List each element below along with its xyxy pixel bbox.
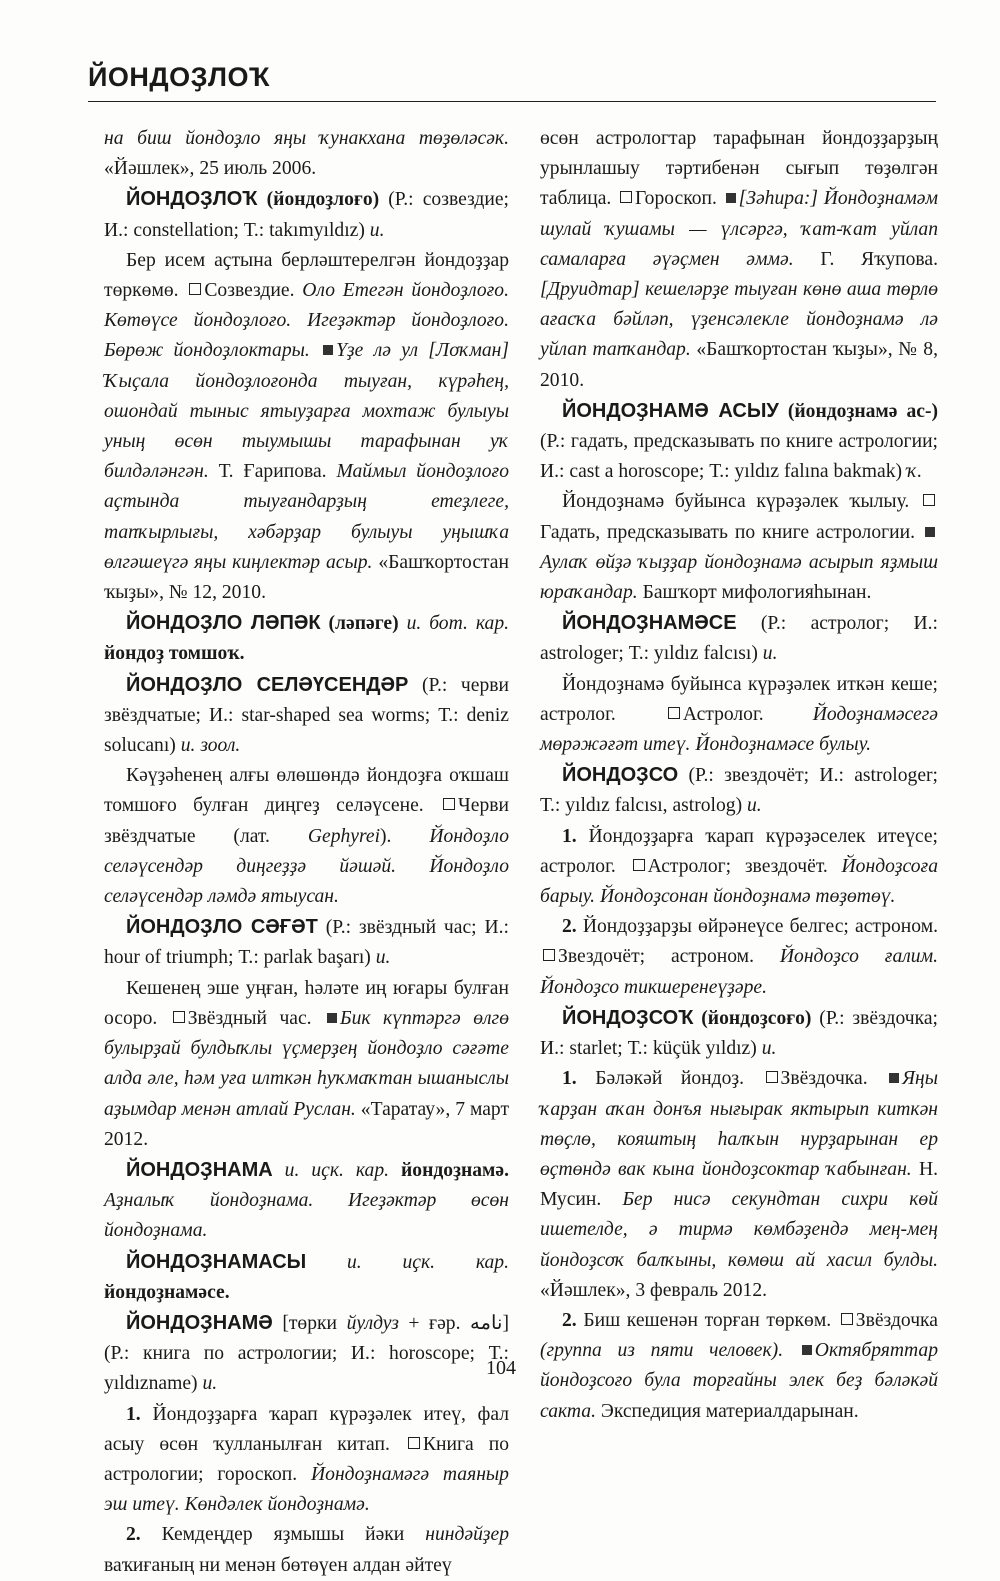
entry-yondoznama-main: ЙОНДОҘНАМӘ [төрки йулдуз + ғәр. نامه] (Р.: книга по астрологии; И.: horoscope; Т.: yıldızname) и. bbox=[104, 1311, 510, 1395]
entry-yondozlo-selausendar: ЙОНДОҘЛО СЕЛӘҮСЕНДӘР (Р.: черви звёздчатые; И.: star-shaped sea worms; Т.: deniz solucanı) и. зоол. bbox=[104, 673, 509, 757]
quote-square-icon bbox=[889, 1073, 899, 1083]
translation-box-icon bbox=[668, 707, 680, 719]
headword: ЙОНДОҘНАМӘ АСЫУ bbox=[562, 399, 779, 422]
page-number: 104 bbox=[486, 1357, 516, 1379]
right-column bbox=[540, 124, 938, 1427]
translation-box-icon bbox=[443, 798, 455, 810]
entry-yondoznamasy: ЙОНДОҘНАМАСЫ и. иҫк. кар. йондоҙнамәсе. bbox=[104, 1250, 509, 1303]
headword: ЙОНДОҘНАМӘ bbox=[126, 1311, 273, 1334]
entry-yondoznama-sense-1: 1. Йондоҙҙарға ҡарап күрәҙәлек итеү, фал асыу өсөн ҡулланылған китап. Книга по астрологии; гороскоп. Йондоҙнамәгә таяныр эш итеү. Көндәлек йондоҙнамә. bbox=[104, 1403, 509, 1516]
headword: ЙОНДОҘНАМА bbox=[126, 1158, 273, 1181]
headword: ЙОНДОҘЛО ЛӘПӘК bbox=[126, 612, 321, 635]
translation-box-icon bbox=[408, 1437, 420, 1449]
entry-yondoznama-sense-2: 2. Кемдеңдер яҙмышы йәки ниндәйҙер ваҡиғаның ни менән бөтөүен алдан әйтеү bbox=[104, 1524, 509, 1576]
translation-box-icon bbox=[189, 283, 201, 295]
translation-box-icon bbox=[633, 859, 645, 871]
translation-box-icon bbox=[766, 1071, 778, 1083]
quote-square-icon bbox=[925, 527, 935, 537]
running-head: ЙОНДОҘЛОҠ bbox=[88, 62, 271, 92]
headword: ЙОНДОҘНАМАСЫ bbox=[126, 1250, 307, 1273]
translation-box-icon bbox=[620, 191, 632, 203]
headword: ЙОНДОҘЛОҠ bbox=[126, 188, 258, 211]
quote-square-icon bbox=[726, 193, 736, 203]
header-rule bbox=[88, 101, 936, 102]
entry-yondoznamase-sense: Йондоҙнамә буйынса күрәҙәлек иткән кеше; астролог. Астролог. Йодоҙнамәсегә мөрәжәғәт итеү. Йондоҙнамәсе булыу. bbox=[540, 673, 938, 756]
quote-square-icon bbox=[802, 1345, 812, 1355]
entry-yondozsok-sense-2: 2. Биш кешенән торған төркөм. Звёздочка (группа из пяти человек). Октябряттар йондоҙсоғо була торғайны элек беҙ бәләкәй сакта. Экспедиция материалдарынан. bbox=[540, 1309, 938, 1422]
entry-yondozlo-sagat: ЙОНДОҘЛО СӘҒӘТ (Р.: звёздный час; И.: hour of triumph; Т.: parlak başarı) и. bbox=[104, 916, 509, 969]
entry-yondozlo-sagat-sense: Кешенең эше уңған, һәләте иң юғары булған осоро. Звёздный час. Бик күптәргә өлгө булырҙай булдыҡлы үҫмерҙең йондоҙло сәғәте алда әле, һәм уға илткән һуҡмаҡтан ышаныслы аҙымдар менән атлай Руслан. «Таратау», 7 март 2012. bbox=[104, 977, 510, 1150]
entry-yondozso-sense-2: 2. Йондоҙҙарҙы өйрәнеүсе белгес; астроном. Звездочёт; астроном. Йондоҙсо ғалим. Йондоҙсо тикшеренеүҙәре. bbox=[540, 916, 938, 998]
entry-yondozlo-selausendar-sense: Кәүҙәһенең алғы өлөшөндә йондоҙға оҡшаш томшоғо булған диңгеҙ селәүсене. Черви звёздчатые (лат. Gephyrei). Йондоҙло селәүсендәр диңгеҙҙә йәшәй. Йондоҙло селәүсендәр ләмдә ятыусан. bbox=[104, 765, 509, 908]
entry-yondozso-sense-1: 1. Йондоҙҙарға ҡарап күрәҙәселек итеүсе; астролог. Астролог; звездочёт. Йондоҙсоға барыу. Йондоҙсонан йондоҙнамә төҙөтөү. bbox=[540, 825, 939, 908]
left-column bbox=[104, 124, 509, 1581]
entry-yondoznamase: ЙОНДОҘНАМӘСЕ (Р.: астролог; И.: astrologer; Т.: yıldız falcısı) и. bbox=[540, 612, 938, 665]
entry-yondoznama: ЙОНДОҘНАМА и. иҫк. кар. йондоҙнамә. Аҙналыҡ йондоҙнама. Игеҙәктәр өсөн йондоҙнама. bbox=[104, 1158, 510, 1242]
entry-yondoznama-asyu-sense: Йондоҙнамә буйынса күрәҙәлек ҡылыу. Гадать, предсказывать по книге астрологии. Аулаҡ өйҙә ҡыҙҙар йондоҙнамә асырып яҙмыш юраҡандар. Башҡорт мифологияһынан. bbox=[540, 491, 938, 604]
translation-box-icon bbox=[841, 1313, 853, 1325]
entry-yondozsok-sense-1: 1. Бәләкәй йондоҙ. Звёздочка. Яңы ҡарҙан аҡан донъя нығырак яктырып киткән төҫлө, кояштың һалҡын нурҙарынан ер өҫтөндә вак кына йондоҙсоктар ҡабынған. Н. Мусин. Бер нисә секундтан сихри көй ишетелде, ә тирмә көмбәҙендә мең-мең йондоҙсоҡ балҡыны, көмөш ай хасил булды. «Йәшлек», 3 февраль 2012. bbox=[540, 1068, 939, 1301]
translation-box-icon bbox=[173, 1011, 185, 1023]
headword: ЙОНДОҘНАМӘСЕ bbox=[562, 612, 737, 635]
entry-yondozlok-sense: Бер исем аҫтына берләштерелгән йондоҙҙар төркөмө. Созвездие. Оло Етегән йондоҙлоғо. Көтөүсе йондоҙлоғо. Игеҙәктәр йондоҙлоғо. Бөрөж йондоҙлоктары. Үҙе лә ул [Лоҡман] Ҡыҫала йондоҙлоғонда тыуған, күрәһең, ошондай тыныс ятыуҙарға мохтаж булыуы уның өсөн тыумышы тарафынан уҡ билдәләнгән. Т. Ғарипова. Маймыл йондоҙлоғо аҫтында тыуғандарҙың етеҙлеге, тапҡырлығы, хәбәрҙар булыуы уңышҡа өлгәшеүгә яңы киңлектәр асыр. «Башҡортостан ҡыҙы», № 12, 2010. bbox=[104, 249, 509, 604]
quote-square-icon bbox=[327, 1013, 337, 1023]
quote-square-icon bbox=[323, 345, 333, 355]
entry-yondozso: ЙОНДОҘСО (Р.: звездочёт; И.: astrologer; Т.: yıldız falcısı, astrolog) и. bbox=[540, 764, 938, 817]
entry-yondozlok: ЙОНДОҘЛОҠ (йондоҙлоғо) (Р.: созвездие; И.: constellation; Т.: takımyıldız) и. bbox=[104, 188, 510, 241]
headword: ЙОНДОҘСО bbox=[562, 764, 679, 787]
headword: ЙОНДОҘСОҠ bbox=[562, 1006, 694, 1029]
entry-yondozlo-lapak: ЙОНДОҘЛО ЛӘПӘК (ләпәге) и. бот. кар. йондоҙ томшоҡ. bbox=[104, 612, 510, 665]
translation-box-icon bbox=[923, 494, 935, 506]
entry-yondozsok: ЙОНДОҘСОҠ (йондоҙсоғо) (Р.: звёздочка; И.: starlet; Т.: küçük yıldız) и. bbox=[540, 1006, 938, 1060]
headword: ЙОНДОҘЛО СЕЛӘҮСЕНДӘР bbox=[126, 673, 409, 696]
entry-yondoznama-asyu: ЙОНДОҘНАМӘ АСЫУ (йондоҙнамә ас-) (Р.: гадать, предсказывать по книге астрологии; И.: cast a horoscope; Т.: yıldız falına bakmak) ҡ. bbox=[540, 399, 938, 483]
arabic-etymon: نامه bbox=[470, 1312, 503, 1334]
continuation-paragraph: на биш йондоҙло яңы ҡунакхана төҙөләсәк. «Йәшлек», 25 июль 2006. bbox=[104, 128, 509, 180]
headword: ЙОНДОҘЛО СӘҒӘТ bbox=[126, 916, 318, 939]
translation-box-icon bbox=[543, 949, 555, 961]
continuation-paragraph: өсөн астрологтар тарафынан йондоҙҙарҙың урынлашыу тәртибенән сығып төҙөлгән таблица. Гороскоп. [Зәһира:] Йондоҙнамәм шулай ҡушамы — үлсәргә, ҡат-ҡат уйлап самаларға әүәҫмен әммә. Г. Яҡупова. [Друидтар] кешеләрҙе тыуған көнө аша төрлө ағасҡа бәйләп, үҙенсәлекле йондоҙнамә лә уйлап тапҡандар. «Башҡортостан ҡыҙы», № 8, 2010. bbox=[540, 128, 939, 391]
